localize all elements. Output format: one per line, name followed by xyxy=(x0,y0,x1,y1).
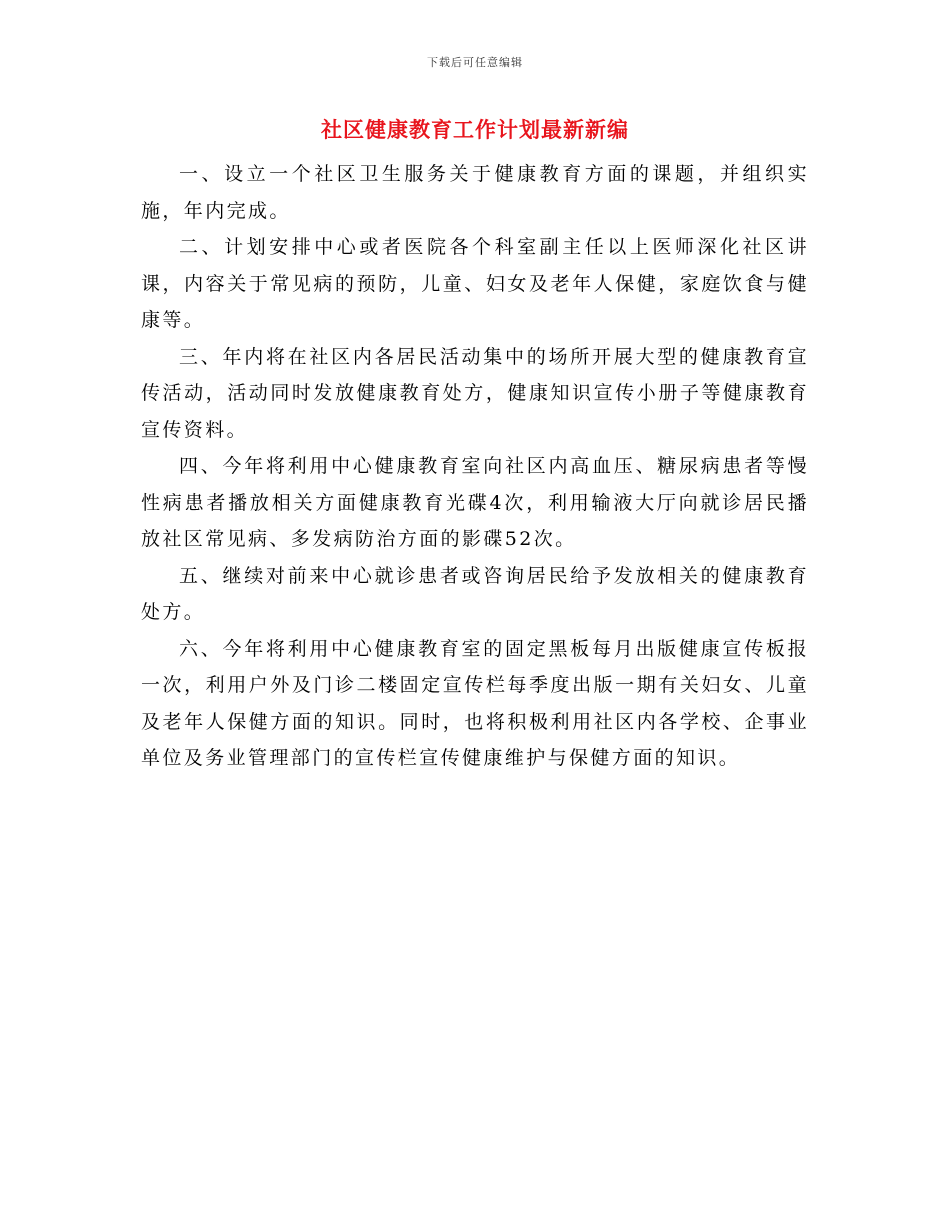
paragraph-1: 一、设立一个社区卫生服务关于健康教育方面的课题，并组织实施，年内完成。 xyxy=(141,163,809,222)
document-body xyxy=(141,156,809,777)
header-note: 下载后可任意编辑 xyxy=(427,56,523,69)
document-title: 社区健康教育工作计划最新新编 xyxy=(321,117,629,142)
paragraph-3: 三、年内将在社区内各居民活动集中的场所开展大型的健康教育宣传活动，活动同时发放健康教育处方，健康知识宣传小册子等健康教育宣传资料。 xyxy=(141,345,809,441)
paragraph-4: 四、今年将利用中心健康教育室向社区内高血压、糖尿病患者等慢性病患者播放相关方面健康教育光碟4次，利用输液大厅向就诊居民播放社区常见病、多发病防治方面的影碟52次。 xyxy=(141,455,809,550)
paragraph-6: 六、今年将利用中心健康教育室的固定黑板每月出版健康宣传板报一次，利用户外及门诊二楼固定宣传栏每季度出版一期有关妇女、儿童及老年人保健方面的知识。同时，也将积极利用社区内各学校、企事业单位及务业管理部门的宣传栏宣传健康维护与保健方面的知识。 xyxy=(141,637,809,769)
paragraph-2: 二、计划安排中心或者医院各个科室副主任以上医师深化社区讲课，内容关于常见病的预防，儿童、妇女及老年人保健，家庭饮食与健康等。 xyxy=(141,236,809,331)
paragraph-5: 五、继续对前来中心就诊患者或咨询居民给予发放相关的健康教育处方。 xyxy=(141,564,809,623)
